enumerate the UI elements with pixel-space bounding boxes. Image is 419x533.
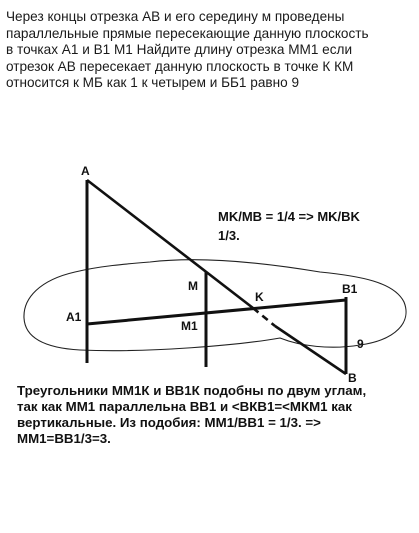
problem-line: относится к МБ как 1 к четырем и ББ1 равно 9 (6, 75, 300, 91)
label-m1: M1 (181, 319, 198, 333)
segment-k-hidden (253, 308, 275, 326)
segment-k-b (275, 326, 346, 374)
ratio-note-line-1: MK/MB = 1/4 => MK/BK (218, 209, 360, 224)
problem-line: отрезок АВ пересекает данную плоскость в точке К КМ (6, 58, 354, 74)
problem-line: параллельные прямые пересекающие данную плоскость (6, 25, 369, 41)
segment-a1-b1 (87, 300, 346, 324)
label-m: M (188, 279, 198, 293)
solution-text (17, 383, 413, 447)
problem-line: в точках А1 и В1 М1 Найдите длину отрезка ММ1 если (6, 42, 353, 58)
problem-line: Через концы отрезка АВ и его середину м проведены (6, 9, 345, 24)
ratio-note-line-2: 1/3. (218, 228, 240, 243)
label-k: K (255, 290, 264, 304)
label-bb1-length: 9 (357, 337, 364, 351)
solution-line: ММ1=ВВ1/3=3. (17, 431, 111, 446)
solution-line: вертикальные. Из подобия: ММ1/ВВ1 = 1/3. => (17, 415, 321, 430)
plane-outline (24, 260, 406, 351)
label-b1: B1 (342, 282, 358, 296)
label-b: B (348, 371, 357, 385)
solution-line: так как ММ1 параллельна ВВ1 и <ВКВ1=<МКМ1 как (17, 399, 352, 414)
solution-line: Треугольники ММ1К и ВВ1К подобны по двум углам, (17, 383, 367, 398)
label-a1: A1 (66, 310, 82, 324)
segment-a-k (87, 180, 253, 308)
label-a: A (81, 164, 90, 178)
